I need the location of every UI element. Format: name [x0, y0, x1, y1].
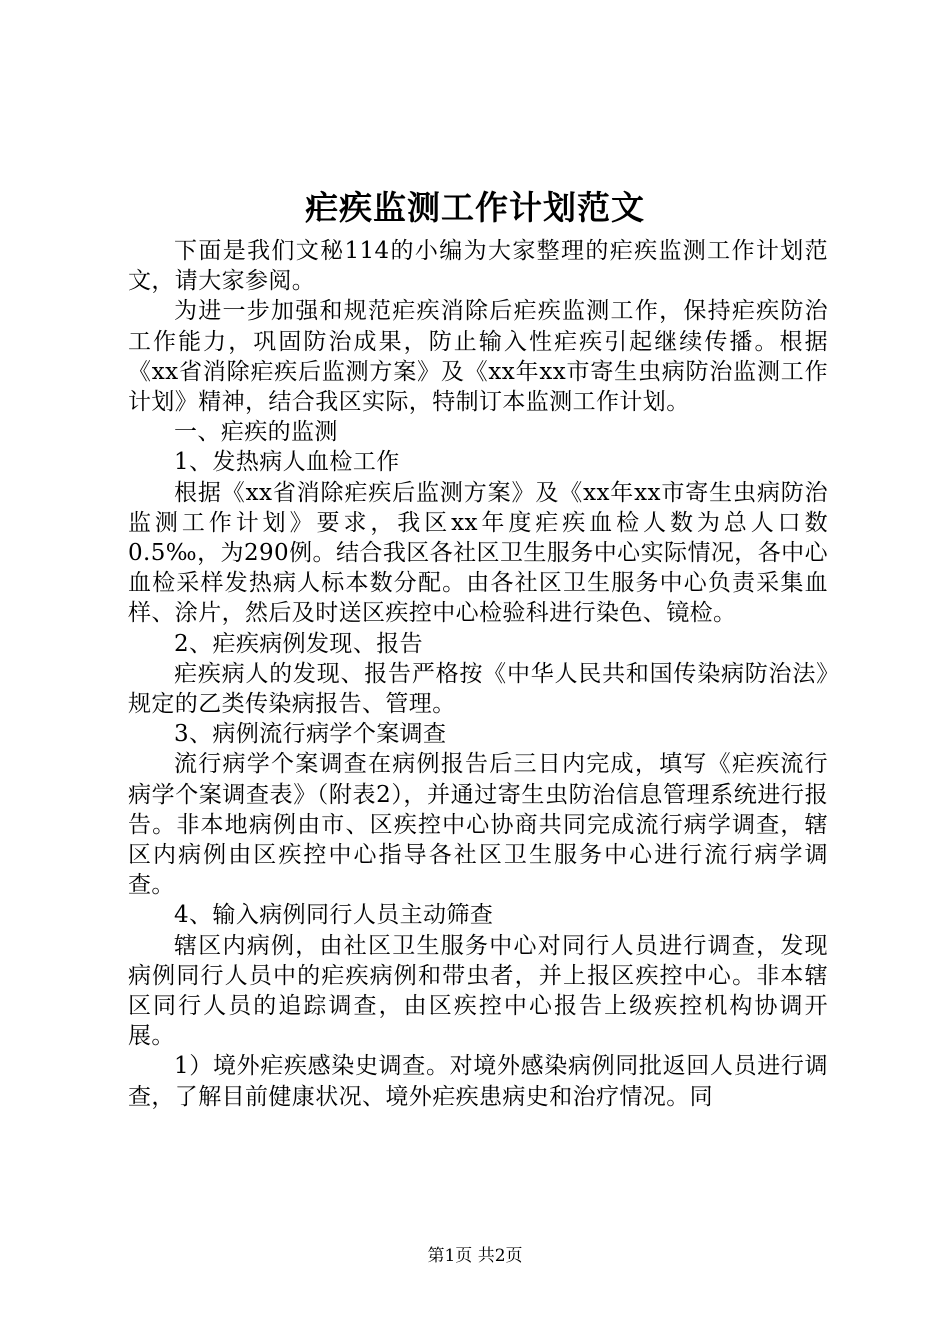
subsection-heading: 1、发热病人血检工作: [174, 449, 400, 476]
subsection-heading: 3、病例流行病学个案调查: [174, 721, 447, 748]
page-footer: 第1页 共2页: [427, 1246, 523, 1266]
paragraph: 流行病学个案调查在病例报告后三日内完成，填写《疟疾流行病学个案调查表》（附表2），并通过寄生虫防治信息管理系统进行报告。非本地病例由市、区疾控中心协商共同完成流行病学调查，辖区内病例由区疾控中心指导各社区卫生服务中心进行流行病学调查。: [128, 751, 828, 899]
paragraph: 1）境外疟疾感染史调查。对境外感染病例同批返回人员进行调查，了解目前健康状况、境外疟疾患病史和治疗情况。同: [128, 1053, 828, 1110]
paragraph: 下面是我们文秘114的小编为大家整理的疟疾监测工作计划范文，请大家参阅。: [128, 238, 828, 295]
section-heading: 一、疟疾的监测: [174, 419, 338, 446]
document-title: 疟疾监测工作计划范文: [305, 188, 645, 227]
paragraph: 辖区内病例，由社区卫生服务中心对同行人员进行调查，发现病例同行人员中的疟疾病例和带虫者，并上报区疾控中心。非本辖区同行人员的追踪调查，由区疾控中心报告上级疾控机构协调开展。: [128, 932, 828, 1050]
paragraph: 疟疾病人的发现、报告严格按《中华人民共和国传染病防治法》规定的乙类传染病报告、管理。: [128, 660, 828, 718]
document-body: [128, 236, 828, 1112]
paragraph: 根据《xx省消除疟疾后监测方案》及《xx年xx市寄生虫病防治监测工作计划》要求，我区xx年度疟疾血检人数为总人口数0.5‰，为290例。结合我区各社区卫生服务中心实际情况，各中心血检采样发热病人标本数分配。由各社区卫生服务中心负责采集血样、涂片，然后及时送区疾控中心检验科进行染色、镜检。: [128, 479, 828, 627]
subsection-heading: 2、疟疾病例发现、报告: [174, 630, 424, 657]
paragraph: 为进一步加强和规范疟疾消除后疟疾监测工作，保持疟疾防治工作能力，巩固防治成果，防止输入性疟疾引起继续传播。根据《xx省消除疟疾后监测方案》及《xx年xx市寄生虫病防治监测工作计划》精神，结合我区实际，特制订本监测工作计划。: [128, 298, 828, 416]
subsection-heading: 4、输入病例同行人员主动筛查: [174, 902, 494, 929]
